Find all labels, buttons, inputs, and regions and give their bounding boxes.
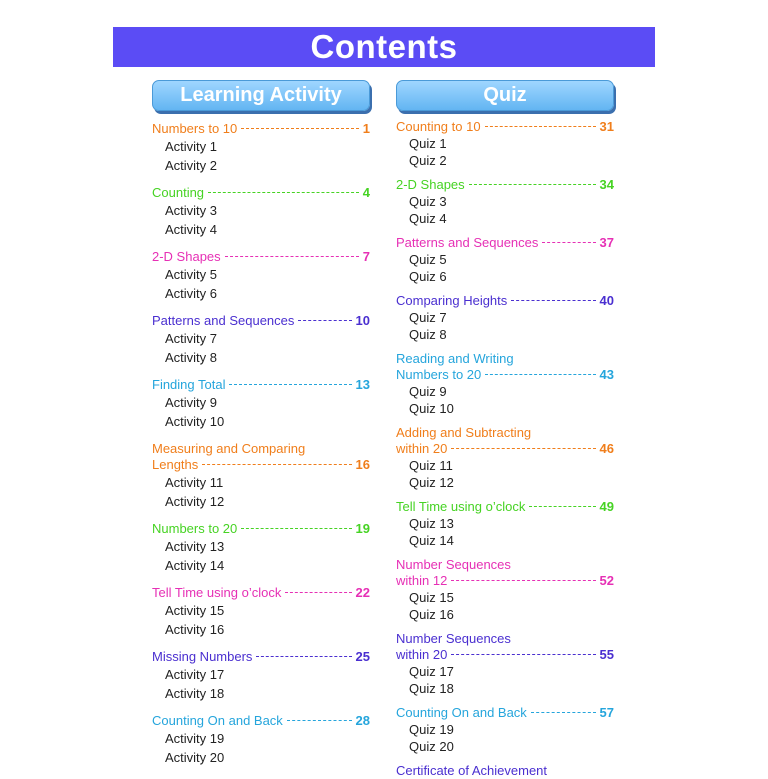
toc-section xyxy=(396,705,614,755)
quiz-item[interactable]: Quiz 9 xyxy=(409,384,447,399)
quiz-header: Quiz xyxy=(396,80,614,111)
toc-section xyxy=(152,313,370,367)
quiz-item[interactable]: Quiz 11 xyxy=(409,458,453,473)
toc-entry[interactable] xyxy=(152,649,370,665)
toc-section xyxy=(396,425,614,491)
quiz-item[interactable]: Quiz 17 xyxy=(409,664,454,679)
activity-item[interactable]: Activity 19 xyxy=(165,731,225,746)
toc-entry[interactable] xyxy=(396,705,614,721)
section-title: Numbers to 10 xyxy=(152,121,238,136)
toc-section xyxy=(152,249,370,303)
section-title: Counting On and Back xyxy=(396,705,527,720)
dot-leader xyxy=(451,580,595,581)
toc-entry[interactable] xyxy=(152,185,370,201)
page-number: 52 xyxy=(599,573,614,588)
page-number: 34 xyxy=(599,177,614,192)
section-title: Patterns and Sequences xyxy=(396,235,539,250)
toc-section xyxy=(396,557,614,623)
activity-item[interactable]: Activity 3 xyxy=(165,203,218,218)
toc-entry[interactable] xyxy=(396,177,614,193)
quiz-item[interactable]: Quiz 5 xyxy=(409,252,447,267)
toc-section xyxy=(396,235,614,285)
activity-item[interactable]: Activity 7 xyxy=(165,331,218,346)
page-number: 10 xyxy=(355,313,370,328)
page-number: 13 xyxy=(355,377,370,392)
toc-section xyxy=(152,585,370,639)
quiz-column xyxy=(396,80,614,779)
toc-entry[interactable] xyxy=(152,121,370,137)
activity-item[interactable]: Activity 16 xyxy=(165,622,225,637)
toc-entry[interactable] xyxy=(396,367,614,383)
dot-leader xyxy=(287,720,352,721)
dot-leader xyxy=(225,256,359,257)
learning-activity-column xyxy=(152,80,370,767)
section-title: Missing Numbers xyxy=(152,649,253,664)
toc-section xyxy=(396,351,614,417)
toc-entry[interactable] xyxy=(396,293,614,309)
section-title[interactable]: Adding and Subtracting xyxy=(396,425,532,440)
dot-leader xyxy=(451,654,595,655)
activity-item[interactable]: Activity 15 xyxy=(165,603,225,618)
dot-leader xyxy=(542,242,595,243)
section-title[interactable]: Measuring and Comparing xyxy=(152,441,306,456)
toc-entry[interactable] xyxy=(152,313,370,329)
dot-leader xyxy=(298,320,351,321)
dot-leader xyxy=(485,374,595,375)
section-title: Counting to 10 xyxy=(396,119,481,134)
toc-section xyxy=(152,121,370,175)
section-title: Comparing Heights xyxy=(396,293,508,308)
toc-entry[interactable] xyxy=(396,441,614,457)
toc-entry[interactable] xyxy=(152,713,370,729)
section-title: Counting xyxy=(152,185,205,200)
toc-entry[interactable] xyxy=(152,249,370,265)
quiz-item[interactable]: Quiz 1 xyxy=(409,136,447,151)
section-title: within 20 xyxy=(396,647,448,662)
quiz-item[interactable]: Quiz 20 xyxy=(409,739,454,754)
quiz-item[interactable]: Quiz 16 xyxy=(409,607,454,622)
activity-item[interactable]: Activity 13 xyxy=(165,539,225,554)
toc-section xyxy=(396,499,614,549)
section-title: 2-D Shapes xyxy=(152,249,221,264)
section-title: Finding Total xyxy=(152,377,226,392)
dot-leader xyxy=(469,184,596,185)
section-title[interactable]: Number Sequences xyxy=(396,631,511,646)
activity-item[interactable]: Activity 8 xyxy=(165,350,218,365)
section-title: Lengths xyxy=(152,457,199,472)
page-number: 31 xyxy=(599,119,614,134)
page-number: 40 xyxy=(599,293,614,308)
section-title: Counting On and Back xyxy=(152,713,283,728)
quiz-item[interactable]: Quiz 15 xyxy=(409,590,454,605)
quiz-item[interactable]: Quiz 18 xyxy=(409,681,454,696)
section-title[interactable]: Reading and Writing xyxy=(396,351,514,366)
section-title[interactable]: Number Sequences xyxy=(396,557,511,572)
toc-entry[interactable] xyxy=(396,119,614,135)
dot-leader xyxy=(529,506,595,507)
toc-entry[interactable] xyxy=(396,573,614,589)
page-number: 1 xyxy=(362,121,370,136)
certificate-entry[interactable]: Certificate of Achievement xyxy=(396,763,548,778)
quiz-item[interactable]: Quiz 14 xyxy=(409,533,454,548)
toc-entry[interactable] xyxy=(152,585,370,601)
dot-leader xyxy=(208,192,359,193)
activity-item[interactable]: Activity 2 xyxy=(165,158,218,173)
activity-item[interactable]: Activity 14 xyxy=(165,558,225,573)
dot-leader xyxy=(451,448,595,449)
activity-item[interactable]: Activity 10 xyxy=(165,414,225,429)
toc-entry[interactable] xyxy=(396,647,614,663)
toc-section xyxy=(396,631,614,697)
quiz-item[interactable]: Quiz 7 xyxy=(409,310,447,325)
dot-leader xyxy=(241,128,359,129)
page-number: 49 xyxy=(599,499,614,514)
toc-entry[interactable] xyxy=(396,235,614,251)
page-number: 16 xyxy=(355,457,370,472)
quiz-item[interactable]: Quiz 4 xyxy=(409,211,447,226)
page-number: 46 xyxy=(599,441,614,456)
quiz-item[interactable]: Quiz 6 xyxy=(409,269,447,284)
toc-entry[interactable] xyxy=(152,457,370,473)
toc-entry[interactable] xyxy=(152,377,370,393)
page-number: 57 xyxy=(599,705,614,720)
page-number: 19 xyxy=(355,521,370,536)
dot-leader xyxy=(229,384,351,385)
dot-leader xyxy=(202,464,351,465)
page-number: 28 xyxy=(355,713,370,728)
quiz-item[interactable]: Quiz 2 xyxy=(409,153,447,168)
section-title: Tell Time using o’clock xyxy=(396,499,526,514)
quiz-item[interactable]: Quiz 3 xyxy=(409,194,447,209)
toc-section xyxy=(152,649,370,703)
learning-activity-header: Learning Activity xyxy=(152,80,370,111)
section-title: within 20 xyxy=(396,441,448,456)
activity-item[interactable]: Activity 5 xyxy=(165,267,218,282)
section-title: Numbers to 20 xyxy=(152,521,238,536)
section-title: Tell Time using o’clock xyxy=(152,585,282,600)
activity-item[interactable]: Activity 9 xyxy=(165,395,218,410)
quiz-item[interactable]: Quiz 10 xyxy=(409,401,454,416)
activity-item[interactable]: Activity 11 xyxy=(165,475,224,490)
toc-section xyxy=(152,713,370,767)
activity-item[interactable]: Activity 17 xyxy=(165,667,225,682)
dot-leader xyxy=(511,300,595,301)
activity-item[interactable]: Activity 12 xyxy=(165,494,225,509)
activity-item[interactable]: Activity 6 xyxy=(165,286,218,301)
toc-section xyxy=(396,293,614,343)
dot-leader xyxy=(241,528,351,529)
toc-section xyxy=(396,177,614,227)
page-title: Contents xyxy=(310,28,458,65)
dot-leader xyxy=(285,592,351,593)
dot-leader xyxy=(485,126,596,127)
toc-entry[interactable] xyxy=(152,521,370,537)
toc-section xyxy=(152,377,370,431)
page-number: 37 xyxy=(599,235,614,250)
quiz-item[interactable]: Quiz 8 xyxy=(409,327,447,342)
section-title: 2-D Shapes xyxy=(396,177,465,192)
quiz-item[interactable]: Quiz 19 xyxy=(409,722,454,737)
activity-item[interactable]: Activity 4 xyxy=(165,222,218,237)
toc-section xyxy=(396,119,614,169)
toc-section xyxy=(152,441,370,511)
quiz-item[interactable]: Quiz 12 xyxy=(409,475,454,490)
activity-item[interactable]: Activity 18 xyxy=(165,686,225,701)
page-number: 7 xyxy=(362,249,370,264)
quiz-item[interactable]: Quiz 13 xyxy=(409,516,454,531)
page-number: 25 xyxy=(355,649,370,664)
toc-entry[interactable] xyxy=(396,499,614,515)
page-number: 22 xyxy=(355,585,370,600)
toc-section xyxy=(152,521,370,575)
section-title: Patterns and Sequences xyxy=(152,313,295,328)
activity-item[interactable]: Activity 1 xyxy=(165,139,218,154)
section-title: within 12 xyxy=(396,573,448,588)
dot-leader xyxy=(531,712,596,713)
contents-banner xyxy=(113,27,655,67)
activity-item[interactable]: Activity 20 xyxy=(165,750,225,765)
section-title: Numbers to 20 xyxy=(396,367,482,382)
toc-section xyxy=(152,185,370,239)
dot-leader xyxy=(256,656,351,657)
page-number: 4 xyxy=(362,185,370,200)
page-number: 55 xyxy=(599,647,614,662)
page-number: 43 xyxy=(599,367,614,382)
